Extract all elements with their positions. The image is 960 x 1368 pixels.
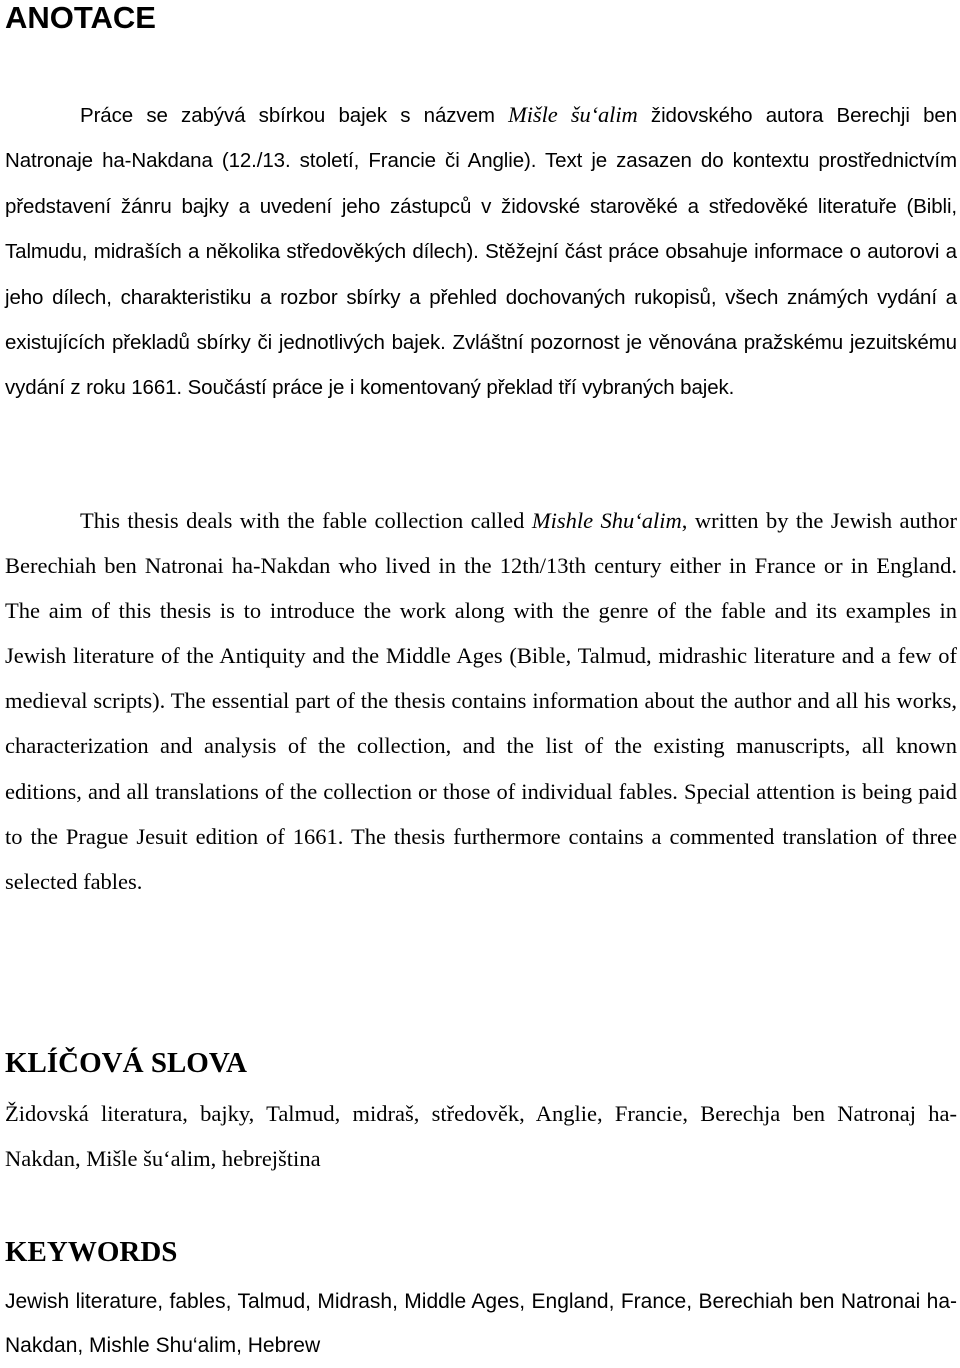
keywords-cz-heading: KLÍČOVÁ SLOVA <box>5 1047 247 1079</box>
english-abstract-text-1: This thesis deals with the fable collection called <box>80 508 532 533</box>
czech-abstract-text-1: Práce se zabývá sbírkou bajek s názvem <box>80 104 509 127</box>
keywords-en-heading: KEYWORDS <box>5 1236 178 1268</box>
keywords-cz-text: Židovská literatura, bajky, Talmud, midraš, středověk, Anglie, Francie, Berechja ben Natronaj ha-Nakdan, Mišle šu‘alim, hebrejština <box>5 1101 957 1171</box>
english-abstract-text-2: , written by the Jewish author Berechiah ben Natronai ha-Nakdan who lived in the 12th/13th century either in France or in England. The aim of this thesis is to introduce the work along with the genre of the fable and its examples in Jewish literature of the Antiquity and the Middle Ages (Bible, Talmud, midrashic literature and a few of medieval scripts). The essential part of the thesis contains information about the author and all his works, characterization and analysis of the collection, and the list of the existing manuscripts, all known editions, and all translations of the collection or those of individual fables. Special attention is being paid to the Prague Jesuit edition of 1661. The thesis furthermore contains a commented translation of three selected fables. <box>5 508 958 894</box>
english-abstract <box>5 498 957 904</box>
czech-abstract-text-2: židovského autora Berechji ben Natronaje ha-Nakdana (12./13. století, Francie či Anglie). Text je zasazen do kontextu prostřednictvím představení žánru bajky a uvedení jeho zástupců v židovské starověké a středověké literatuře (Bibli, Talmudu, midraších a několika středověkých dílech). Stěžejní část práce obsahuje informace o autorovi a jeho dílech, charakteristiku a rozbor sbírky a přehled dochovaných rukopisů, všech známých vydání a existujících překladů sbírky či jednotlivých bajek. Zvláštní pozornost je věnována pražskému jezuitskému vydání z roku 1661. Součástí práce je i komentovaný překlad tří vybraných bajek. <box>5 104 957 400</box>
czech-abstract <box>5 92 957 411</box>
english-book-title: Mishle Shu‘alim <box>531 508 682 533</box>
annotation-heading: ANOTACE <box>5 0 156 35</box>
czech-book-title: Mišle šu‘alim <box>508 102 638 127</box>
keywords-en-text: Jewish literature, fables, Talmud, Midrash, Middle Ages, England, France, Berechiah ben Natronai ha-Nakdan, Mishle Shu‘alim, Hebrew <box>5 1290 957 1357</box>
